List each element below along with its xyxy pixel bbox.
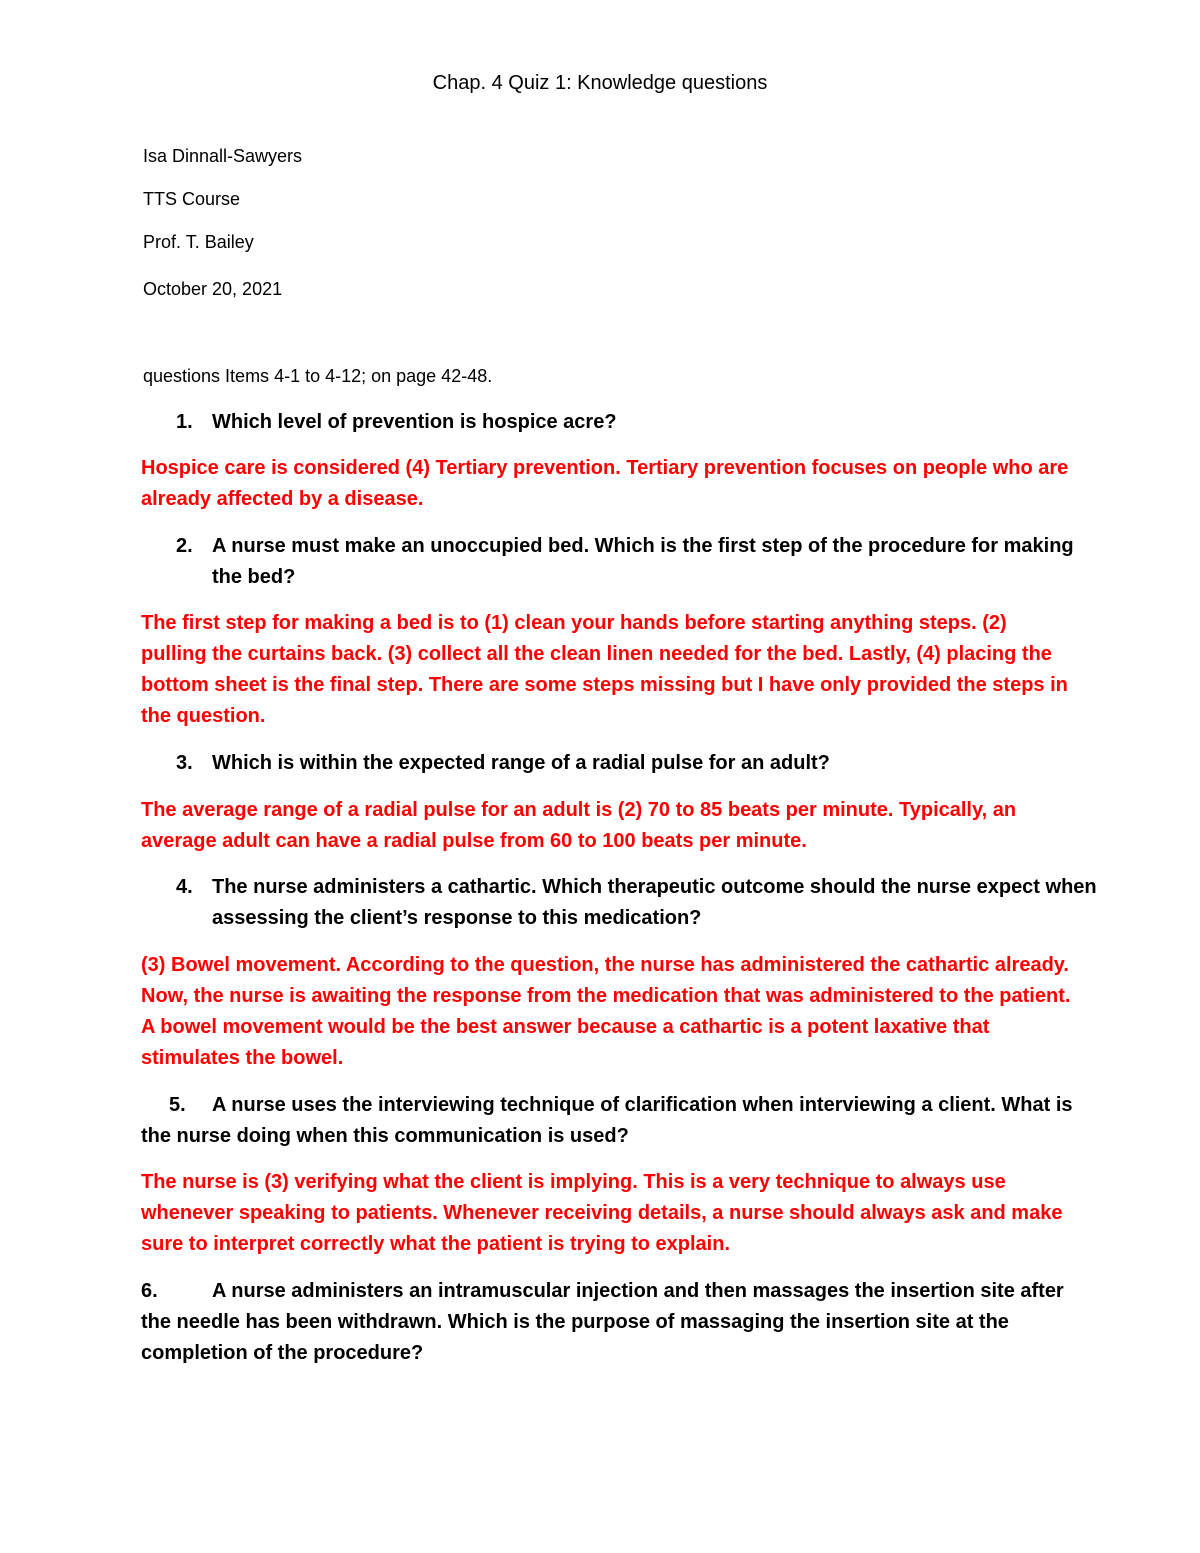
answer-3: The average range of a radial pulse for an adult is (2) 70 to 85 beats per minute. Typically, an average adult can have a radial pulse from 60 to 100 beats per minute. bbox=[141, 799, 1017, 852]
answer-5: The nurse is (3) verifying what the client is implying. This is a very technique to always use whenever speaking to patients. Whenever receiving details, a nurse should always ask and make sure to interpret correctly what the patient is trying to explain. bbox=[141, 1171, 1063, 1255]
course-name: TTS Course bbox=[143, 189, 241, 209]
document-date: October 20, 2021 bbox=[143, 279, 283, 299]
intro-text: questions Items 4-1 to 4-12; on page 42-48. bbox=[143, 366, 493, 386]
question-number: 1. bbox=[176, 411, 193, 433]
question-text: A nurse must make an unoccupied bed. Which is the first step of the procedure for making the bed? bbox=[212, 535, 1074, 588]
answer-2: The first step for making a bed is to (1) clean your hands before starting anything steps. (2) pulling the curtains back. (3) collect all the clean linen needed for the bed. Lastly, (4) placing the bottom sheet is the final step. There are some steps missing but I have only provided the steps in the question. bbox=[141, 612, 1068, 727]
question-number: 5. bbox=[169, 1094, 186, 1116]
question-3 bbox=[176, 748, 1102, 779]
question-text: Which is within the expected range of a radial pulse for an adult? bbox=[212, 752, 830, 774]
question-5 bbox=[141, 1090, 1076, 1152]
question-1 bbox=[176, 407, 1102, 438]
question-number: 3. bbox=[176, 752, 193, 774]
question-6 bbox=[141, 1276, 1076, 1369]
professor-name: Prof. T. Bailey bbox=[143, 232, 254, 252]
question-text: A nurse administers an intramuscular injection and then massages the insertion site after the needle has been withdrawn. Which is the purpose of massaging the insertion site at the completion of the procedure? bbox=[141, 1280, 1064, 1364]
question-2 bbox=[176, 531, 1102, 593]
question-number: 4. bbox=[176, 876, 193, 898]
answer-4: (3) Bowel movement. According to the question, the nurse has administered the cathartic already. Now, the nurse is awaiting the response from the medication that was administered to the patient. A bowel movement would be the best answer because a cathartic is a potent laxative that stimulates the bowel. bbox=[141, 954, 1071, 1069]
question-text: The nurse administers a cathartic. Which therapeutic outcome should the nurse expect when assessing the client’s response to this medication? bbox=[212, 876, 1097, 929]
question-4 bbox=[176, 872, 1102, 934]
question-number: 2. bbox=[176, 535, 193, 557]
author-name: Isa Dinnall-Sawyers bbox=[143, 146, 303, 166]
question-number: 6. bbox=[141, 1280, 158, 1302]
question-text: Which level of prevention is hospice acre? bbox=[212, 411, 617, 433]
document-title: Chap. 4 Quiz 1: Knowledge questions bbox=[432, 72, 768, 94]
question-text: A nurse uses the interviewing technique of clarification when interviewing a client. What is the nurse doing when this communication is used? bbox=[141, 1094, 1073, 1147]
answer-1: Hospice care is considered (4) Tertiary prevention. Tertiary prevention focuses on people who are already affected by a disease. bbox=[141, 457, 1069, 510]
